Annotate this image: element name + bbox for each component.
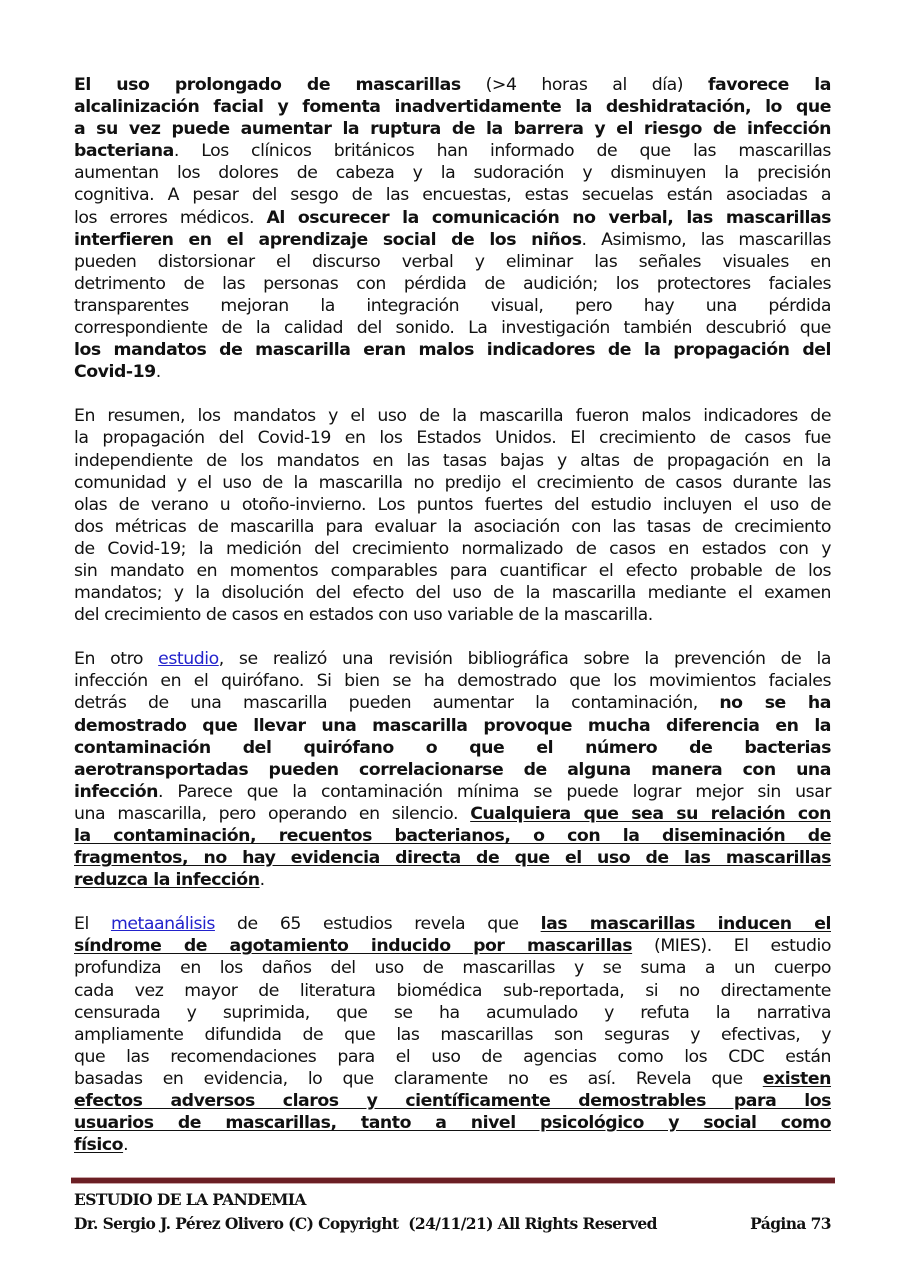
body-text: transparentes mejoran la integración visual, pero hay una pérdida — [74, 295, 831, 316]
text-line — [74, 450, 831, 472]
text-line — [74, 759, 831, 781]
emphasized-text: aerotransportadas pueden correlacionarse de alguna manera con una — [74, 759, 831, 780]
text-line — [74, 273, 831, 295]
body-text: censurada y suprimida, que se ha acumulado y refuta la narrativa — [74, 1002, 831, 1023]
text-line — [74, 670, 831, 692]
emphasized-text: no se ha — [719, 693, 831, 714]
text-line — [74, 229, 831, 251]
emphasized-text: contaminación del quirófano o que el número de bacterias — [74, 737, 831, 758]
body-text: dos métricas de mascarilla para evaluar la asociación con las tasas de crecimiento — [74, 516, 831, 537]
body-text: , se realizó una revisión bibliográfica sobre la prevención de la — [218, 649, 831, 670]
emphasized-text: demostrado que llevar una mascarilla provoque mucha diferencia en la — [74, 715, 831, 736]
body-text: del crecimiento de casos en estados con uso variable de la mascarilla. — [74, 605, 653, 626]
text-line — [74, 692, 831, 714]
body-text: mandatos; y la disolución del efecto del uso de la mascarilla mediante el examen — [74, 583, 831, 604]
body-text: (MIES). El estudio — [632, 936, 831, 957]
body-text: . Asimismo, las mascarillas — [581, 229, 831, 250]
text-line — [74, 1046, 831, 1068]
body-text: comunidad y el uso de la mascarilla no predijo el crecimiento de casos durante las — [74, 472, 831, 493]
body-text: pueden distorsionar el discurso verbal y eliminar las señales visuales en — [74, 251, 831, 272]
emphasized-text: favorece la — [707, 75, 831, 95]
text-line — [74, 184, 831, 206]
text-line — [74, 162, 831, 184]
body-text: En otro — [74, 649, 159, 670]
body-text: detrás de una mascarilla pueden aumentar la contaminación, — [74, 693, 720, 714]
body-text: de 65 estudios revela que — [214, 914, 541, 935]
text-line — [74, 494, 831, 516]
emphasized-text: efectos adversos claros y científicamente demostrables para los — [74, 1091, 831, 1112]
text-line — [74, 737, 831, 759]
emphasized-text: El uso prolongado de mascarillas — [74, 75, 461, 95]
text-line — [74, 913, 831, 935]
body-text: (>4 horas al día) — [460, 75, 708, 95]
body-text: . — [123, 1135, 129, 1156]
text-line — [74, 140, 831, 162]
footer-title: ESTUDIO DE LA PANDEMIA — [74, 1190, 306, 1209]
body-text: olas de verano u otoño-invierno. Los puntos fuertes del estudio incluyen el uso de — [74, 494, 831, 515]
emphasized-text: Covid-19 — [74, 362, 156, 383]
text-line — [74, 604, 831, 626]
text-line — [74, 1024, 831, 1046]
text-line — [74, 980, 831, 1002]
emphasized-text: usuarios de mascarillas, tanto a nivel psicológico y social como — [74, 1113, 831, 1134]
body-text: El — [74, 914, 111, 935]
emphasized-text: existen — [762, 1068, 831, 1089]
text-line — [74, 560, 831, 582]
body-text: una mascarilla, pero operando en silencio. — [74, 803, 471, 824]
text-line — [74, 96, 831, 118]
body-text: profundiza en los daños del uso de mascarillas y se suma a un cuerpo — [74, 958, 831, 979]
text-line — [74, 361, 831, 383]
text-line — [74, 715, 831, 737]
paragraph-3 — [74, 648, 831, 891]
text-line — [74, 825, 831, 847]
text-line — [74, 251, 831, 273]
text-line — [74, 935, 831, 957]
text-line — [74, 538, 831, 560]
body-text: En resumen, los mandatos y el uso de la mascarilla fueron malos indicadores de — [74, 406, 831, 427]
emphasized-text: infección — [74, 781, 159, 802]
body-text: infección en el quirófano. Si bien se ha demostrado que los movimientos faciales — [74, 671, 831, 692]
document-body — [74, 74, 831, 1178]
text-line — [74, 781, 831, 803]
emphasized-text: Al oscurecer la comunicación no verbal, las mascarillas — [266, 207, 831, 228]
text-line — [74, 803, 831, 825]
paragraph-2 — [74, 405, 831, 626]
text-line — [74, 1002, 831, 1024]
text-line — [74, 207, 831, 229]
text-line — [74, 74, 831, 96]
emphasized-text: bacteriana — [74, 141, 174, 162]
inline-link[interactable]: estudio — [158, 649, 219, 670]
emphasized-text: físico — [74, 1135, 124, 1156]
text-line — [74, 339, 831, 361]
body-text: que las recomendaciones para el uso de agencias como los CDC están — [74, 1046, 831, 1067]
footer-page-number: Página 73 — [750, 1214, 831, 1233]
body-text: de Covid-19; la medición del crecimiento normalizado de casos en estados con y — [74, 538, 831, 559]
emphasized-text: fragmentos, no hay evidencia directa de que el uso de las mascarillas — [74, 848, 831, 869]
body-text: ampliamente difundida de que las mascarillas son seguras y efectivas, y — [74, 1024, 831, 1045]
body-text: cada vez mayor de literatura biomédica sub-reportada, si no directamente — [74, 980, 831, 1001]
emphasized-text: interfieren en el aprendizaje social de los niños — [74, 229, 582, 250]
paragraph-1 — [74, 74, 831, 383]
body-text: . — [259, 870, 265, 891]
body-text: sin mandato en momentos comparables para cuantificar el efecto probable de los — [74, 560, 831, 581]
text-line — [74, 869, 831, 891]
text-line — [74, 118, 831, 140]
emphasized-text: reduzca la infección — [74, 870, 260, 891]
emphasized-text: síndrome de agotamiento inducido por mascarillas — [74, 936, 633, 957]
paragraph-4 — [74, 913, 831, 1156]
emphasized-text: la contaminación, recuentos bacterianos, o con la diseminación de — [74, 826, 831, 846]
body-text: aumentan los dolores de cabeza y la sudoración y disminuyen la precisión — [74, 163, 831, 184]
emphasized-text: los mandatos de mascarilla eran malos indicadores de la propagación del — [74, 340, 831, 361]
body-text: correspondiente de la calidad del sonido. La investigación también descubrió que — [74, 318, 831, 339]
text-line — [74, 1112, 831, 1134]
text-line — [74, 295, 831, 317]
body-text: basadas en evidencia, lo que claramente no es así. Revela que — [74, 1068, 763, 1089]
text-line — [74, 427, 831, 449]
emphasized-text: Cualquiera que sea su relación con — [470, 803, 831, 824]
text-line — [74, 317, 831, 339]
inline-link[interactable]: metaanálisis — [110, 914, 215, 935]
footer-copyright: Dr. Sergio J. Pérez Olivero (C) Copyright (24/11/21) All Rights Reserved — [74, 1214, 657, 1233]
body-text: . Parece que la contaminación mínima se puede lograr mejor sin usar — [158, 781, 831, 802]
text-line — [74, 847, 831, 869]
body-text: cognitiva. A pesar del sesgo de las encuestas, estas secuelas están asociadas a — [74, 185, 831, 206]
emphasized-text: a su vez puede aumentar la ruptura de la barrera y el riesgo de infección — [74, 119, 831, 140]
text-line — [74, 472, 831, 494]
body-text: la propagación del Covid-19 en los Estados Unidos. El crecimiento de casos fue — [74, 428, 831, 449]
text-line — [74, 582, 831, 604]
emphasized-text: las mascarillas inducen el — [540, 914, 831, 935]
text-line — [74, 1134, 831, 1156]
footer-divider — [71, 1177, 835, 1184]
text-line — [74, 1090, 831, 1112]
page-footer — [74, 1188, 831, 1236]
text-line — [74, 516, 831, 538]
body-text: los errores médicos. — [74, 207, 267, 228]
emphasized-text: alcalinización facial y fomenta inadvertidamente la deshidratación, lo que — [74, 97, 831, 118]
text-line — [74, 957, 831, 979]
body-text: detrimento de las personas con pérdida de audición; los protectores faciales — [74, 273, 831, 294]
text-line — [74, 405, 831, 427]
body-text: independiente de los mandatos en las tasas bajas y altas de propagación en la — [74, 450, 831, 471]
body-text: . Los clínicos británicos han informado de que las mascarillas — [173, 141, 831, 162]
text-line — [74, 1068, 831, 1090]
text-line — [74, 648, 831, 670]
body-text: . — [155, 362, 161, 383]
